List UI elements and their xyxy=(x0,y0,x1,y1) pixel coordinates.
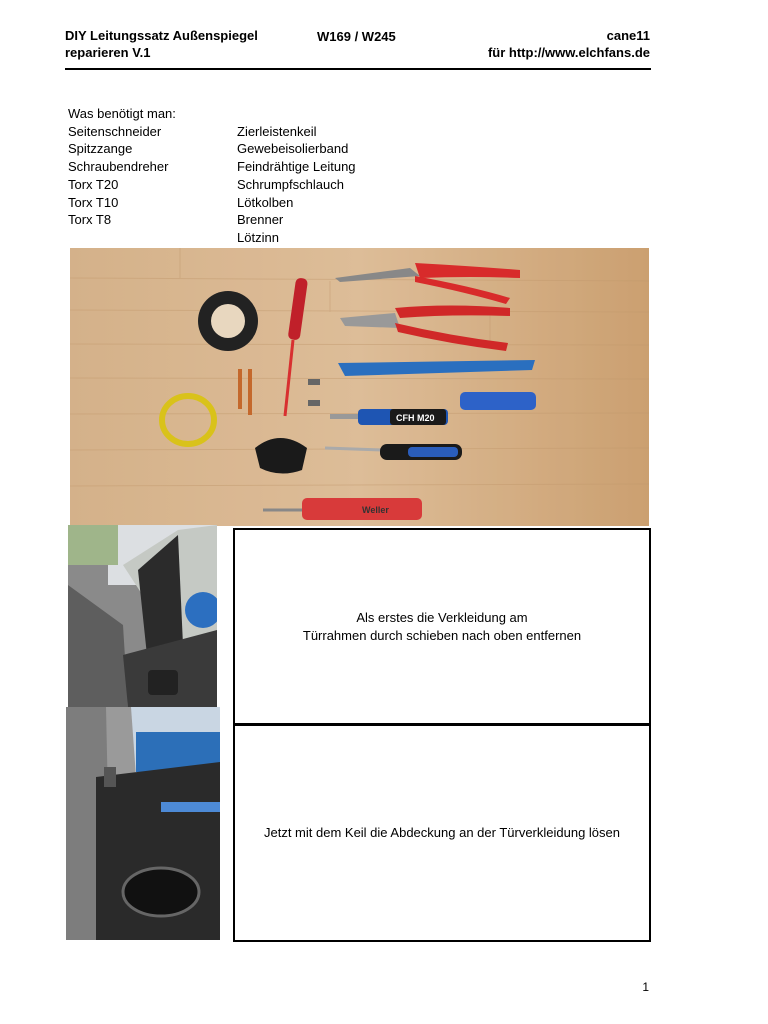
list-item: Lötkolben xyxy=(237,194,294,210)
tools-photo xyxy=(70,248,649,526)
list-item: Spitzzange xyxy=(68,141,133,157)
requirements-right xyxy=(237,123,356,247)
document-title xyxy=(65,27,258,61)
list-item: Zierleistenkeil xyxy=(237,123,317,139)
list-item: Torx T10 xyxy=(68,194,119,210)
list-item: Brenner xyxy=(237,212,284,228)
list-item: Feindrähtige Leitung xyxy=(237,159,356,175)
list-item: Torx T20 xyxy=(68,176,119,192)
title-line-2: reparieren V.1 xyxy=(65,45,151,60)
door-panel-photo xyxy=(66,707,220,940)
cfh-label: CFH M20 xyxy=(396,413,435,423)
author-name: cane11 xyxy=(606,28,650,43)
list-item: Schraubendreher xyxy=(68,159,169,175)
step-1-box xyxy=(233,528,651,726)
step-2-box xyxy=(233,723,651,942)
header-rule xyxy=(65,68,651,70)
list-item: Lötzinn xyxy=(237,229,279,245)
list-item: Gewebeisolierband xyxy=(237,141,349,157)
list-item: Torx T8 xyxy=(68,212,112,228)
requirements-left xyxy=(68,105,176,229)
title-line-1: DIY Leitungssatz Außenspiegel xyxy=(65,28,258,43)
page-number: 1 xyxy=(642,980,649,994)
site-link: für http://www.elchfans.de xyxy=(487,45,650,60)
door-frame-photo xyxy=(68,525,217,707)
list-item: Schrumpfschlauch xyxy=(237,176,344,192)
step-1-text: Als erstes die Verkleidung am Türrahmen durch schieben nach oben entfernen xyxy=(302,610,582,643)
model-codes: W169 / W245 xyxy=(317,29,396,44)
requirements-heading: Was benötigt man: xyxy=(68,106,176,121)
step-2-text: Jetzt mit dem Keil die Abdeckung an der Türverkleidung lösen xyxy=(263,824,620,840)
weller-label: Weller xyxy=(362,505,389,515)
author-block xyxy=(488,27,650,61)
list-item: Seitenschneider xyxy=(68,123,162,139)
